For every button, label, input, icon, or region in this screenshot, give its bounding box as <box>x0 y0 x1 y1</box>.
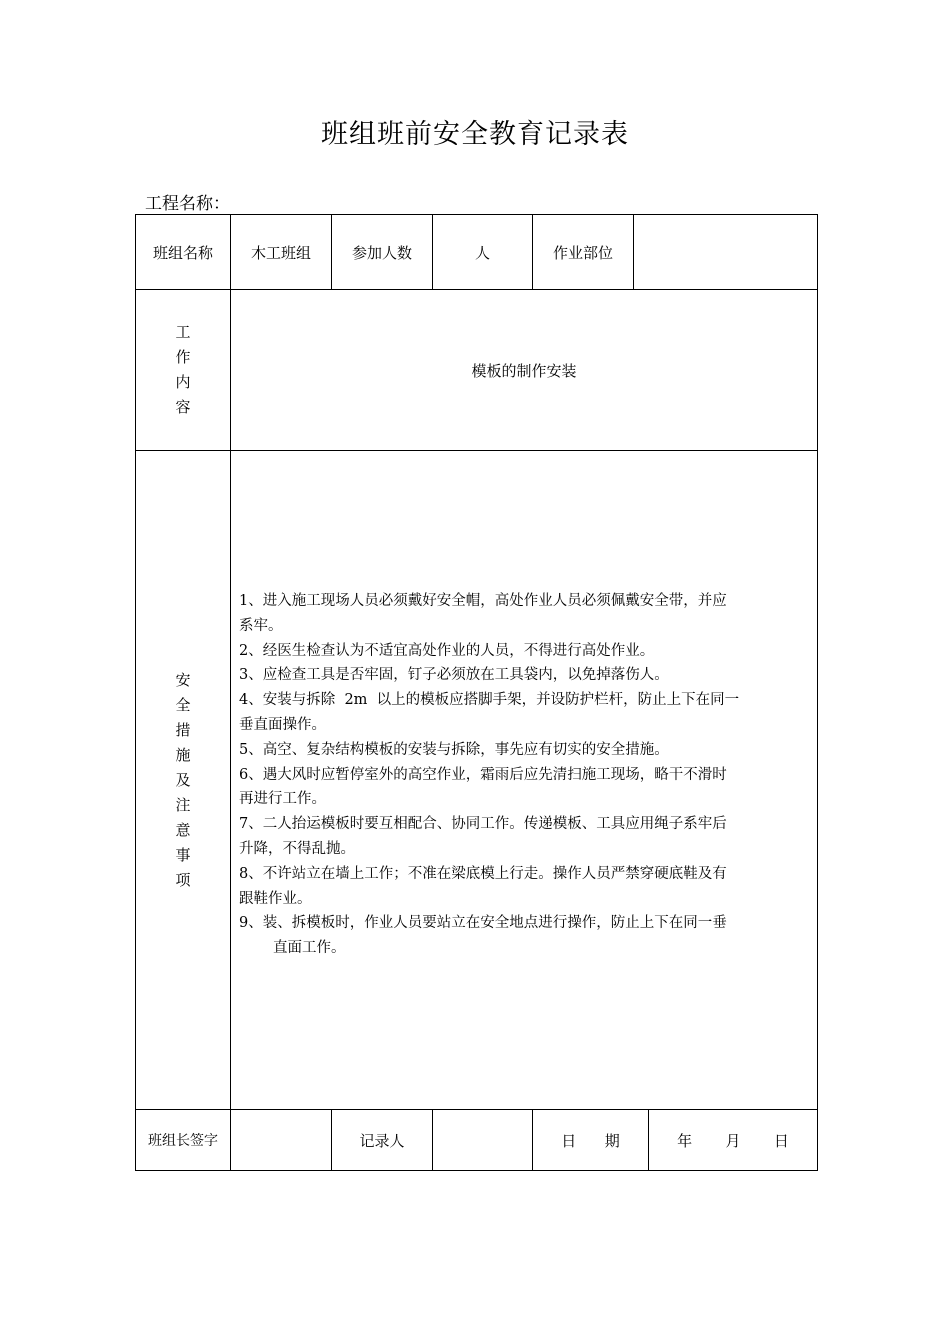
recorder-value[interactable] <box>433 1110 533 1171</box>
work-content-label-char: 作 <box>175 348 191 366</box>
safety-measure-line: 跟鞋作业。 <box>239 890 312 907</box>
safety-measure-line: 4、安装与拆除 2m 以上的模板应搭脚手架，并设防护栏杆，防止上下在同一 <box>239 692 740 709</box>
safety-label-char: 意 <box>175 820 191 839</box>
work-content-label-char: 内 <box>175 373 191 391</box>
safety-measures-vertical-label <box>175 668 190 893</box>
safety-label-char: 事 <box>175 845 191 864</box>
safety-measures-label <box>136 451 231 1110</box>
safety-measure-line: 垂直面操作。 <box>239 717 326 733</box>
recorder-label: 记录人 <box>332 1110 433 1171</box>
safety-measure-line: 5、高空、复杂结构模板的安装与拆除，事先应有切实的安全措施。 <box>239 741 669 758</box>
signature-row <box>136 1110 818 1171</box>
work-content-label-char: 容 <box>175 398 191 416</box>
safety-measure-line: 3、应检查工具是否牢固，钉子必须放在工具袋内，以免掉落伤人。 <box>239 667 669 684</box>
safety-measure-line: 直面工作。 <box>273 940 346 957</box>
safety-measure-line: 6、遇大风时应暂停室外的高空作业，霜雨后应先清扫施工现场，略干不滑时 <box>239 766 727 783</box>
safety-label-char: 安 <box>175 670 191 689</box>
team-name-label: 班组名称 <box>136 215 231 290</box>
work-content-label <box>136 290 231 451</box>
safety-label-char: 项 <box>175 870 191 889</box>
safety-measure-line: 再进行工作。 <box>239 791 326 808</box>
work-content-value[interactable]: 模板的制作安装 <box>231 290 818 451</box>
safety-measure-line: 9、装、拆模板时，作业人员要站立在安全地点进行操作，防止上下在同一垂 <box>239 915 727 932</box>
safety-measure-line: 1、进入施工现场人员必须戴好安全帽，高处作业人员必须佩戴安全带，并应 <box>239 593 727 610</box>
safety-measure-line: 2、经医生检查认为不适宜高处作业的人员，不得进行高处作业。 <box>239 642 655 659</box>
record-form-table <box>135 214 818 1171</box>
work-location-label: 作业部位 <box>533 215 634 290</box>
safety-measure-line: 系牢。 <box>239 617 283 634</box>
date-value[interactable]: 年 月 日 <box>649 1110 818 1171</box>
work-content-vertical-label <box>175 320 190 420</box>
participants-value[interactable]: 人 <box>433 215 533 290</box>
safety-label-char: 及 <box>175 770 191 789</box>
safety-measures-content <box>231 451 818 1110</box>
team-name-value[interactable]: 木工班组 <box>231 215 332 290</box>
work-content-row <box>136 290 818 451</box>
header-row <box>136 215 818 290</box>
safety-measures-row <box>136 451 818 1110</box>
participants-label: 参加人数 <box>332 215 433 290</box>
safety-measure-line: 8、不许站立在墙上工作；不准在梁底模上行走。操作人员严禁穿硬底鞋及有 <box>239 865 727 882</box>
safety-measure-line: 升降，不得乱抛。 <box>239 840 355 857</box>
project-name-label: 工程名称： <box>145 194 230 214</box>
safety-measure-line: 7、二人抬运模板时要互相配合、协同工作。传递模板、工具应用绳子系牢后 <box>239 816 727 833</box>
work-content-label-char: 工 <box>175 323 191 341</box>
date-label: 日 期 <box>533 1110 649 1171</box>
safety-label-char: 注 <box>175 795 191 814</box>
safety-label-char: 施 <box>175 745 191 764</box>
safety-label-char: 全 <box>175 695 191 714</box>
safety-measures-list <box>231 589 817 961</box>
leader-sign-label: 班组长签字 <box>136 1110 231 1171</box>
page-title: 班组班前安全教育记录表 <box>321 119 629 150</box>
leader-sign-value[interactable] <box>231 1110 332 1171</box>
work-location-value[interactable] <box>634 215 818 290</box>
safety-label-char: 措 <box>175 720 191 739</box>
